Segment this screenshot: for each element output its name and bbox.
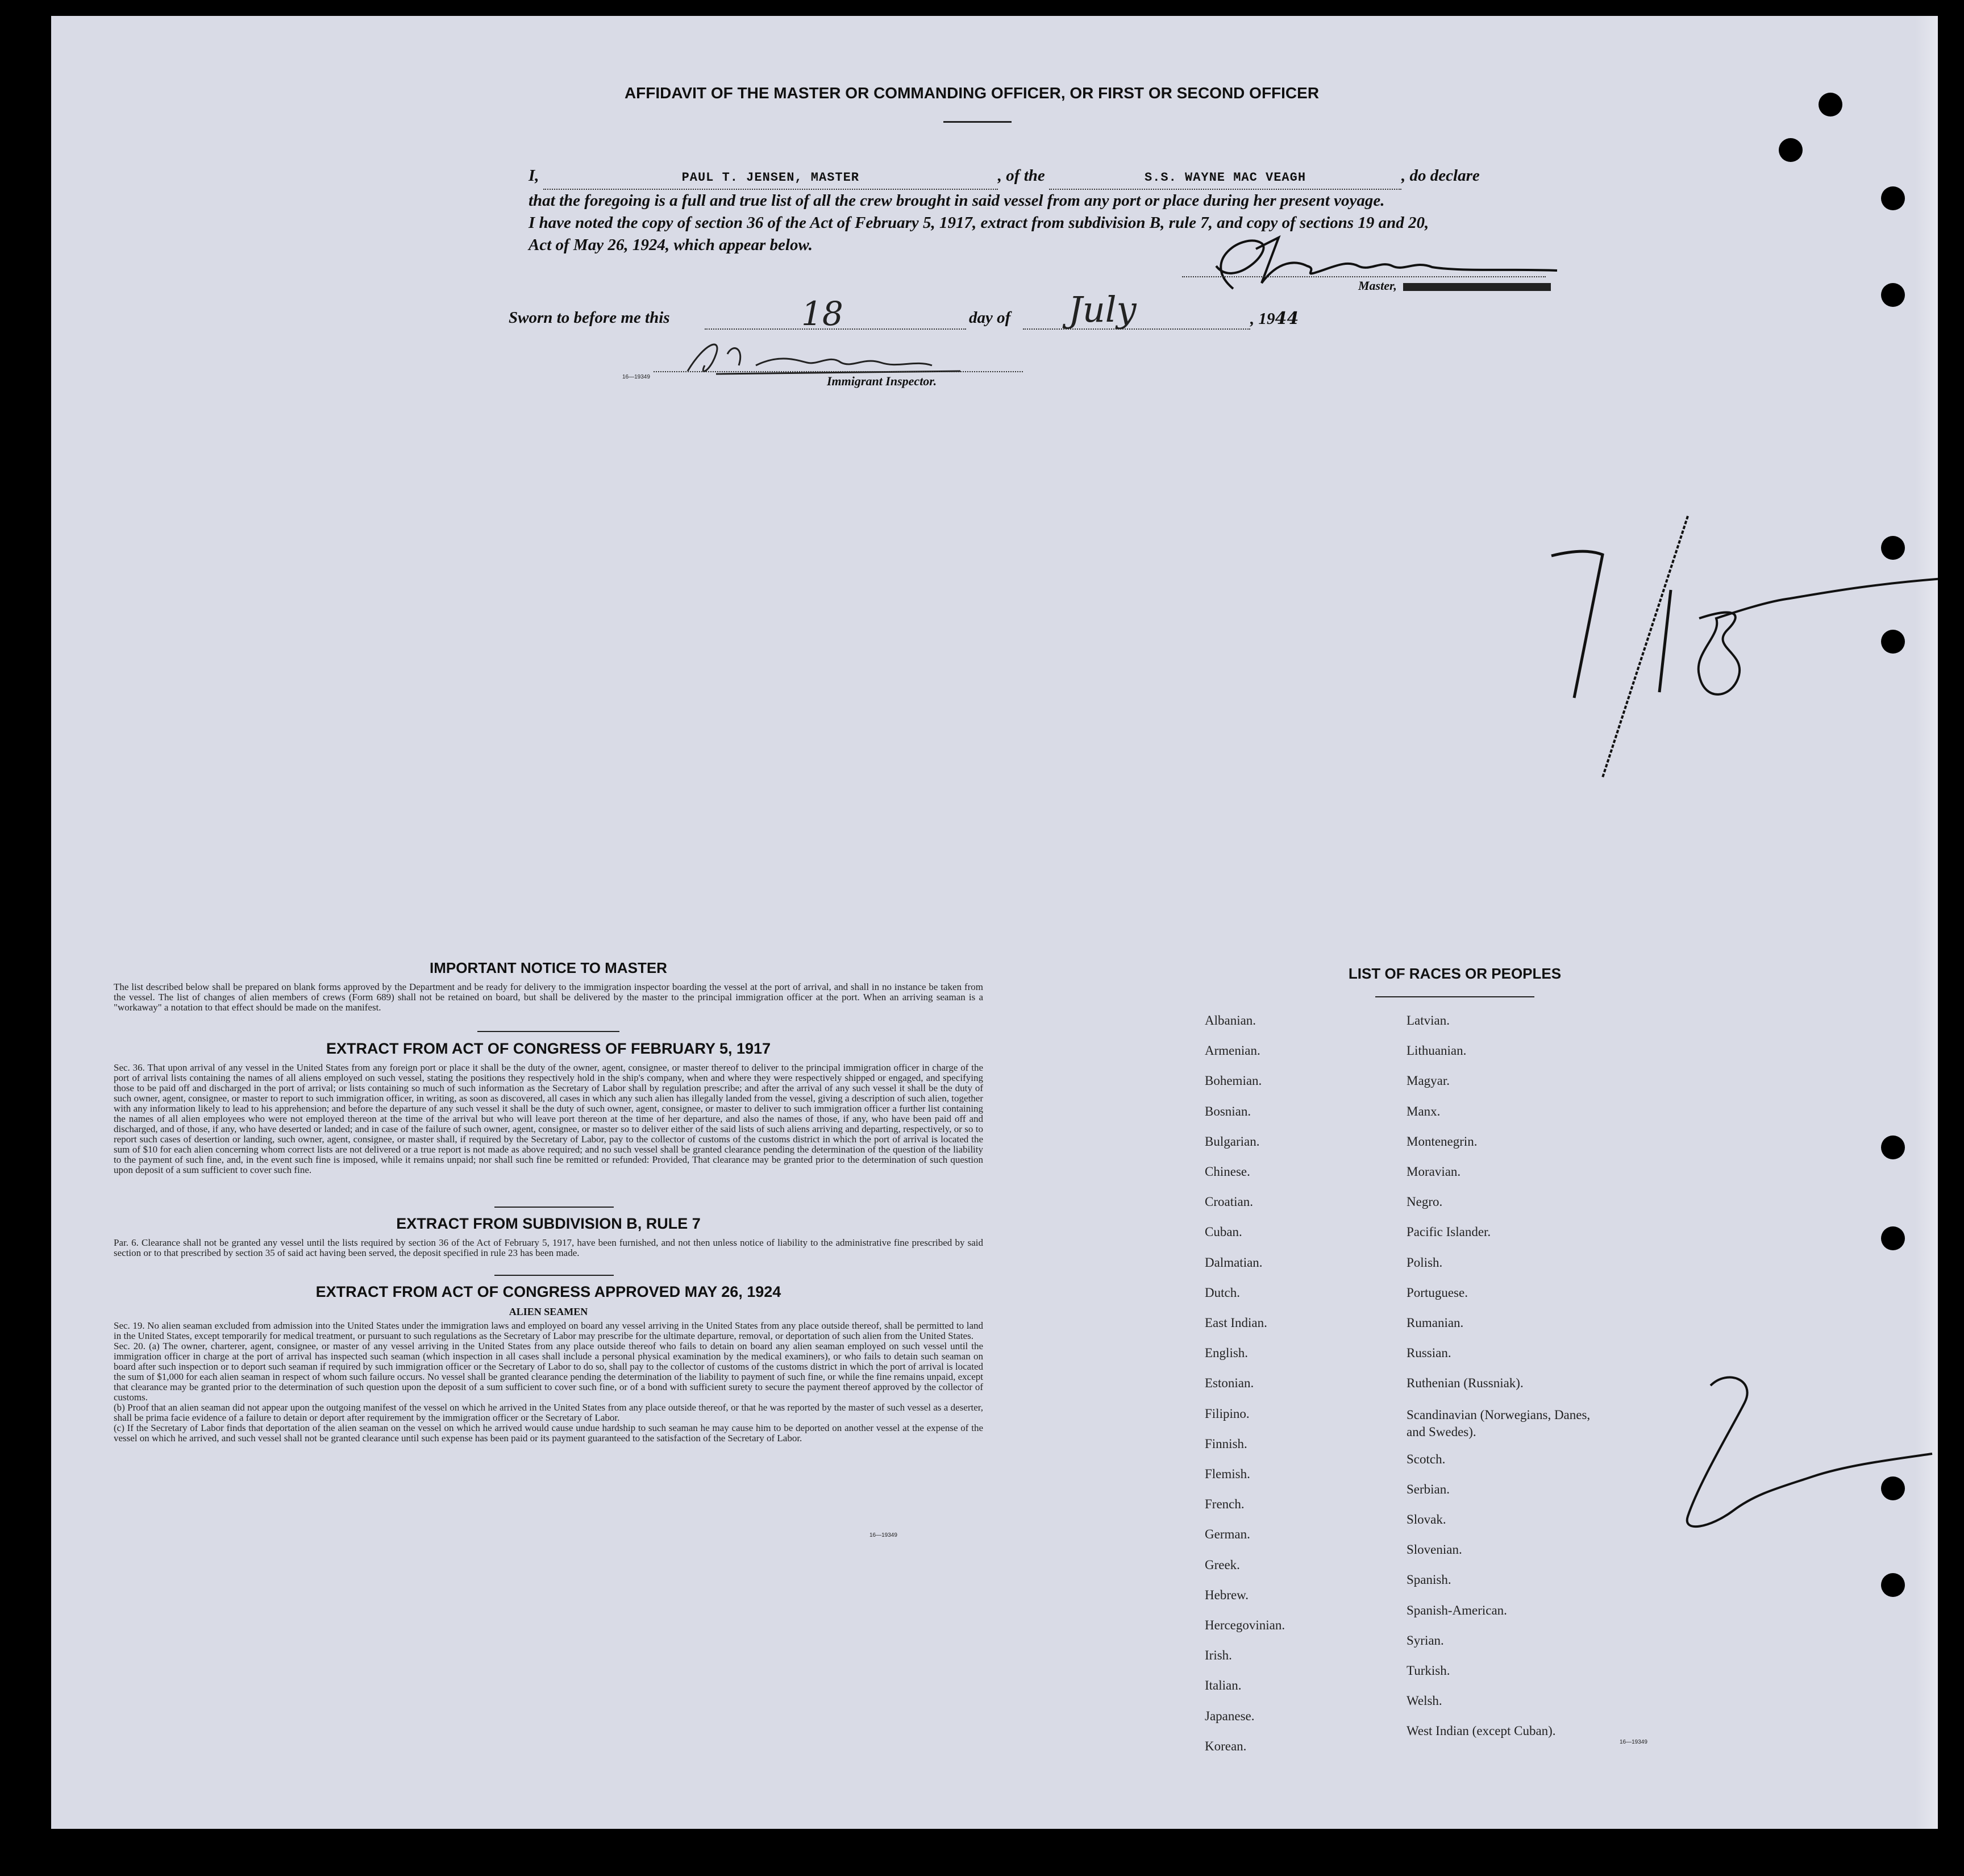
race-item: Italian. <box>1205 1678 1242 1693</box>
sworn-month-line <box>1023 328 1250 330</box>
race-item: Manx. <box>1407 1104 1441 1118</box>
race-item: Welsh. <box>1407 1694 1442 1708</box>
notice-body: The list described below shall be prepared on blank forms approved by the Department and be ready for delivery to the immigration inspector boarding the vessel at the port of arrival, and shall in no instance be taken from the vessel. The list of changes of alien members of crews (Form 689) shall not be retained on board, but shall be delivered by the master to the principal immigration officer at the port. When an arriving seaman is a "workaway" a notation to that effect should be made on the manifest. <box>114 981 983 1013</box>
race-item: Estonian. <box>1205 1376 1254 1391</box>
race-item: Russian. <box>1407 1346 1451 1361</box>
punch-hole <box>1881 1573 1905 1597</box>
do-declare-label: , do declare <box>1401 167 1480 185</box>
race-item: Moravian. <box>1407 1164 1461 1179</box>
race-item: Spanish. <box>1407 1573 1451 1587</box>
race-item: Bosnian. <box>1205 1104 1251 1118</box>
race-item: Syrian. <box>1407 1633 1444 1648</box>
extract-1924-body <box>114 1321 983 1444</box>
i-label: I, <box>529 167 539 185</box>
punch-hole <box>1881 630 1905 654</box>
master-signature <box>1165 226 1563 306</box>
race-item: Bohemian. <box>1205 1074 1262 1088</box>
struck-out-text <box>1403 283 1551 291</box>
extract-form-number: 16—19349 <box>869 1532 897 1538</box>
inspector-signature-line <box>654 371 1023 372</box>
race-item: Hebrew. <box>1205 1587 1249 1602</box>
races-form-number: 16—19349 <box>1620 1739 1647 1745</box>
races-title: LIST OF RACES OR PEOPLES <box>1348 965 1562 982</box>
document-page <box>51 16 1938 1829</box>
vessel-name-field[interactable]: S.S. WAYNE MAC VEAGH <box>1049 167 1401 190</box>
sec-20a-text: Sec. 20. (a) The owner, charterer, agent, consignee, or master of any vessel arriving in the United States from any place outside thereof who fails to detain on board any alien seaman employed on such vessel until the immigration officer in charge at the port of arrival has inspected such seaman (which inspection in all cases shall include a personal physical examination by the medical examiners), or who fails to detain such seaman on board after such inspection or to deport such seaman if required by such immigration officer or the Secretary of Labor to do so, shall pay to the collector of customs of the customs district in which the port of arrival is located the sum of $1,000 for each alien seaman in respect of whom such failure occurs. No vessel shall be granted clearance pending the determination of the liability to payment of such fine, or while the fine remains unpaid, except that clearance may be granted prior to the determination of such question upon the deposit of a sum sufficient to cover such fine, or of a bond with sufficient surety to secure the payment thereof approved by the collector of customs. <box>114 1341 983 1403</box>
master-label: Master, <box>1358 278 1551 293</box>
extract-rule7-divider <box>494 1275 614 1276</box>
race-item: Chinese. <box>1205 1164 1250 1179</box>
race-item: Polish. <box>1407 1255 1443 1270</box>
race-item: Irish. <box>1205 1648 1232 1663</box>
year-value[interactable]: 44 <box>1275 309 1299 328</box>
race-item: Croatian. <box>1205 1195 1253 1209</box>
day-of-label: day of <box>969 309 1011 327</box>
inspector-label: Immigrant Inspector. <box>827 374 937 388</box>
race-item: Spanish-American. <box>1407 1603 1507 1617</box>
alien-seamen-subtitle: ALIEN SEAMEN <box>509 1306 588 1317</box>
affidavit-form-number: 16—19349 <box>622 374 650 380</box>
race-item: Korean. <box>1205 1738 1247 1753</box>
race-item: Ruthenian (Russniak). <box>1407 1376 1524 1391</box>
race-item: Cuban. <box>1205 1225 1242 1239</box>
punch-hole <box>1881 283 1905 307</box>
punch-hole <box>1881 1226 1905 1250</box>
of-the-label: , of the <box>997 167 1045 185</box>
punch-hole <box>1881 186 1905 210</box>
affidavit-title: AFFIDAVIT OF THE MASTER OR COMMANDING OFFICER, OR FIRST OR SECOND OFFICER <box>624 84 1320 102</box>
extract-rule7-body: Par. 6. Clearance shall not be granted any vessel until the lists required by section 36 of the Act of February 5, 1917, have been furnished, and not then unless notice of liability to the administrative fine prescribed by said section or to that prescribed by section 35 of said act having been served, the deposit specified in rule 23 has been made. <box>114 1237 983 1258</box>
race-item: East Indian. <box>1205 1316 1267 1330</box>
race-item: Negro. <box>1407 1195 1443 1209</box>
declaration-line-1 <box>529 165 1574 190</box>
extract-1917-title: EXTRACT FROM ACT OF CONGRESS OF FEBRUARY 5, 1917 <box>326 1040 771 1057</box>
extract-rule7-title: EXTRACT FROM SUBDIVISION B, RULE 7 <box>396 1215 701 1232</box>
notice-title: IMPORTANT NOTICE TO MASTER <box>430 959 667 976</box>
race-item: Scandinavian (Norwegians, Danes, and Swedes). <box>1407 1407 1591 1439</box>
punch-hole <box>1881 1135 1905 1159</box>
extract-1924-title: EXTRACT FROM ACT OF CONGRESS APPROVED MAY 26, 1924 <box>315 1283 781 1300</box>
races-divider <box>1375 996 1534 997</box>
sec-20c-text: (c) If the Secretary of Labor finds that deportation of the alien seaman on the vessel on which he arrived would cause undue hardship to such seaman he may cause him to be deported on another vessel at the expense of the vessel on which he arrived, and such vessel shall not be granted clearance until such expense has been paid or its payment guaranteed to the satisfaction of the Secretary of Labor. <box>114 1422 983 1444</box>
punch-hole <box>1779 138 1803 162</box>
punch-hole <box>1881 1476 1905 1500</box>
race-item: Pacific Islander. <box>1407 1225 1491 1239</box>
race-item: Dutch. <box>1205 1285 1240 1300</box>
race-item: Armenian. <box>1205 1043 1260 1058</box>
notice-divider <box>477 1031 619 1032</box>
race-item: Slovenian. <box>1407 1542 1462 1557</box>
race-item: German. <box>1205 1527 1250 1542</box>
extract-1917-divider <box>494 1207 614 1208</box>
race-item: Hercegovinian. <box>1205 1618 1285 1632</box>
handwritten-date-note <box>1529 505 1938 789</box>
race-item: Flemish. <box>1205 1467 1250 1481</box>
sworn-day-value[interactable]: 18 <box>801 294 843 333</box>
race-item: Serbian. <box>1407 1482 1450 1496</box>
race-item: Latvian. <box>1407 1013 1450 1028</box>
punch-hole <box>1881 536 1905 560</box>
extract-1917-body: Sec. 36. That upon arrival of any vessel in the United States from any foreign port or place it shall be the duty of the owner, agent, consignee, or master thereof to deliver to the principal immigration officer in charge of the port of arrival lists containing the names of all aliens employed on such vessel, stating the positions they respectively hold in the ship's company, when and where they were respectively shipped or engaged, and specifying those to be paid off and discharged in the port of arrival; or lists containing so much of such information as the Secretary of Labor shall by regulation prescribe; and after the arrival of any such vessel it shall be the duty of such owner, agent, consignee, or master to report to such immigration officer, in writing, as soon as discovered, all cases in which any such alien has illegally landed from the vessel, giving a description of such alien, together with any information likely to lead to his apprehension; and before the departure of any such vessel it shall be the duty of such owner, agent, consignee, or master to deliver to such immigration officer a further list containing the names of all alien employees who were not employed thereon at the time of the arrival but who will leave port thereon at the time of her departure, and also the names of those, if any, who have been paid off and discharged, and of those, if any, who have deserted or landed; and in case of the failure of such owner, agent, consignee, or master so to deliver either of the said lists of such aliens arriving and departing, respectively, or so to report such cases of desertion or landing, such owner, agent, consignee, or master shall, if required by the Secretary of Labor, pay to the collector of customs of the customs district in which the port of arrival is located the sum of $10 for each alien concerning whom correct lists are not delivered or a true report is not made as above required; and no such vessel shall be granted clearance pending the determination of the question of the liability to the payment of such fine, and, in the event such fine is imposed, while it remains unpaid; nor shall such fine be remitted or refunded: Provided, That clearance may be granted prior to the determination of such question upon deposit of a sum sufficient to cover such fine. <box>114 1062 983 1175</box>
title-underline <box>943 121 1012 123</box>
race-item: Lithuanian. <box>1407 1043 1467 1058</box>
race-item: Magyar. <box>1407 1074 1450 1088</box>
year-field: , 1944 <box>1250 309 1299 328</box>
race-item: French. <box>1205 1497 1245 1512</box>
race-item: West Indian (except Cuban). <box>1407 1724 1556 1738</box>
sworn-label: Sworn to before me this <box>509 309 670 327</box>
sec-20b-text: (b) Proof that an alien seaman did not appear upon the outgoing manifest of the vessel on which he arrived in the United States from any place outside thereof, or that he was reported by the master of such vessel as a deserter, shall be prima facie evidence of a failure to detain or deport after requirement by the immigration officer or the Secretary of Labor. <box>114 1402 983 1423</box>
race-item: Turkish. <box>1407 1663 1450 1678</box>
race-item: Albanian. <box>1205 1013 1256 1028</box>
race-item: Scotch. <box>1407 1451 1446 1466</box>
race-item: Rumanian. <box>1407 1316 1464 1330</box>
master-signature-line <box>1182 276 1546 277</box>
race-item: Greek. <box>1205 1557 1240 1572</box>
race-item: Dalmatian. <box>1205 1255 1263 1270</box>
race-item: Portuguese. <box>1407 1285 1468 1300</box>
punch-hole <box>1819 93 1842 117</box>
sworn-month-value[interactable]: July <box>1068 289 1137 330</box>
master-name-field[interactable]: PAUL T. JENSEN, MASTER <box>543 167 998 190</box>
declaration-line-4: Act of May 26, 1924, which appear below. <box>529 236 813 254</box>
race-item: Montenegrin. <box>1407 1134 1478 1149</box>
handwritten-page-number <box>1676 1368 1938 1539</box>
declaration-line-2: that the foregoing is a full and true list of all the crew brought in said vessel from any port or place during her present voyage. <box>529 192 1385 210</box>
race-item: Slovak. <box>1407 1512 1446 1526</box>
race-item: Japanese. <box>1205 1708 1255 1723</box>
race-item: Finnish. <box>1205 1436 1247 1451</box>
declaration-line-3: I have noted the copy of section 36 of the Act of February 5, 1917, extract from subdivision B, rule 7, and copy of sections 19 and 20, <box>529 214 1429 232</box>
race-item: Bulgarian. <box>1205 1134 1260 1149</box>
race-item: Filipino. <box>1205 1406 1250 1421</box>
race-item: English. <box>1205 1346 1249 1361</box>
sec-19-text: Sec. 19. No alien seaman excluded from admission into the United States under the immigration laws and employed on board any vessel arriving in the United States from any place outside thereof, shall be permitted to land in the United States, except temporarily for medical treatment, or pursuant to such regulations as the Secretary of Labor may prescribe for the ultimate departure, removal, or deportation of such alien from the United States. <box>114 1320 983 1341</box>
